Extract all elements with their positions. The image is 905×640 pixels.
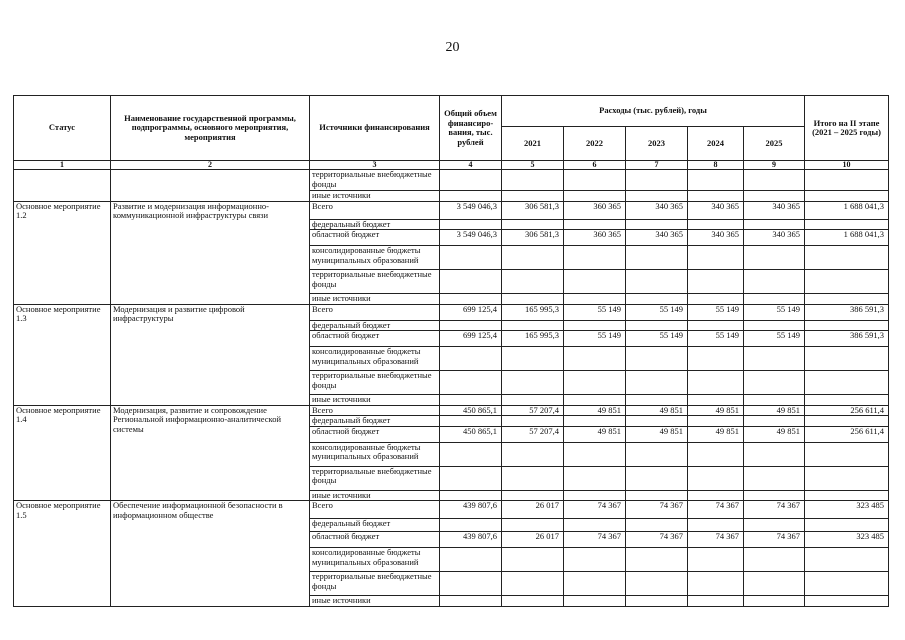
year-cell: 55 149 <box>688 331 744 347</box>
total-cell <box>440 416 502 427</box>
source-cell: иные источники <box>310 490 440 501</box>
year-cell <box>502 347 564 371</box>
itogo-cell: 256 611,4 <box>805 405 889 416</box>
year-cell: 49 851 <box>564 405 626 416</box>
year-cell <box>502 371 564 395</box>
year-cell <box>564 219 626 230</box>
itogo-cell <box>805 548 889 572</box>
source-cell: консолидированные бюджеты муниципальных образований <box>310 442 440 466</box>
year-cell: 55 149 <box>564 331 626 347</box>
year-cell: 57 207,4 <box>502 405 564 416</box>
total-cell <box>440 490 502 501</box>
year-cell <box>626 270 688 294</box>
total-cell: 450 865,1 <box>440 405 502 416</box>
source-cell: Всего <box>310 405 440 416</box>
total-cell: 3 549 046,3 <box>440 230 502 246</box>
source-cell: консолидированные бюджеты муниципальных образований <box>310 246 440 270</box>
total-cell <box>440 572 502 596</box>
source-cell: территориальные внебюджетные фонды <box>310 371 440 395</box>
source-cell: федеральный бюджет <box>310 219 440 230</box>
name-cell: Развитие и модернизация информационно-коммуникационной инфраструктуры связи <box>111 201 310 304</box>
name-cell: Обеспечение информационной безопасности в информационном обществе <box>111 501 310 607</box>
year-cell <box>744 596 805 607</box>
year-cell <box>626 294 688 305</box>
source-cell: территориальные внебюджетные фонды <box>310 270 440 294</box>
year-cell: 165 995,3 <box>502 331 564 347</box>
year-cell <box>626 442 688 466</box>
source-cell: иные источники <box>310 191 440 202</box>
year-cell: 74 367 <box>688 532 744 548</box>
header-year: 2025 <box>744 127 805 161</box>
header-year: 2022 <box>564 127 626 161</box>
year-cell <box>502 519 564 532</box>
itogo-cell <box>805 320 889 331</box>
header-total: Общий объем финансиро-вания, тыс. рублей <box>440 96 502 161</box>
year-cell: 340 365 <box>744 230 805 246</box>
year-cell: 165 995,3 <box>502 304 564 320</box>
year-cell <box>688 347 744 371</box>
year-cell: 306 581,3 <box>502 230 564 246</box>
year-cell <box>564 395 626 406</box>
year-cell <box>744 466 805 490</box>
year-cell <box>688 596 744 607</box>
total-cell: 699 125,4 <box>440 304 502 320</box>
year-cell: 57 207,4 <box>502 426 564 442</box>
year-cell: 49 851 <box>744 426 805 442</box>
source-cell: федеральный бюджет <box>310 416 440 427</box>
year-cell <box>688 371 744 395</box>
header-status: Статус <box>14 96 111 161</box>
year-cell: 55 149 <box>744 331 805 347</box>
financing-table <box>13 95 889 607</box>
total-cell <box>440 270 502 294</box>
year-cell <box>564 442 626 466</box>
year-cell <box>564 294 626 305</box>
column-number: 8 <box>688 161 744 170</box>
source-cell: областной бюджет <box>310 331 440 347</box>
year-cell: 340 365 <box>744 201 805 219</box>
column-number: 3 <box>310 161 440 170</box>
source-cell: консолидированные бюджеты муниципальных образований <box>310 347 440 371</box>
itogo-cell: 256 611,4 <box>805 426 889 442</box>
year-cell: 74 367 <box>688 501 744 519</box>
year-cell: 74 367 <box>564 501 626 519</box>
year-cell <box>564 246 626 270</box>
year-cell <box>744 572 805 596</box>
year-cell: 340 365 <box>688 230 744 246</box>
column-number: 5 <box>502 161 564 170</box>
year-cell <box>626 572 688 596</box>
year-cell <box>502 294 564 305</box>
name-cell <box>111 170 310 202</box>
year-cell: 49 851 <box>688 426 744 442</box>
year-cell <box>564 519 626 532</box>
year-cell <box>626 596 688 607</box>
itogo-cell <box>805 395 889 406</box>
year-cell: 55 149 <box>744 304 805 320</box>
year-cell <box>744 490 805 501</box>
total-cell: 439 807,6 <box>440 501 502 519</box>
header-expenses: Расходы (тыс. рублей), годы <box>502 96 805 127</box>
year-cell <box>564 596 626 607</box>
name-cell: Модернизация, развитие и сопровождение Региональной информационно-аналитической системы <box>111 405 310 501</box>
page-number: 20 <box>445 40 460 55</box>
year-cell <box>564 466 626 490</box>
year-cell <box>688 416 744 427</box>
header-year: 2024 <box>688 127 744 161</box>
year-cell <box>626 490 688 501</box>
status-cell <box>14 170 111 202</box>
total-cell <box>440 294 502 305</box>
year-cell <box>502 572 564 596</box>
header-name: Наименование государственной программы, подпрограммы, основного мероприятия, мероприятия <box>111 96 310 161</box>
itogo-cell <box>805 219 889 230</box>
year-cell <box>744 320 805 331</box>
table-row <box>14 501 889 519</box>
itogo-cell <box>805 347 889 371</box>
year-cell <box>744 442 805 466</box>
table-row <box>14 405 889 416</box>
year-cell <box>626 320 688 331</box>
year-cell <box>626 466 688 490</box>
year-cell <box>564 548 626 572</box>
year-cell <box>688 294 744 305</box>
year-cell: 49 851 <box>688 405 744 416</box>
status-cell: Основное мероприятие 1.2 <box>14 201 111 304</box>
year-cell <box>688 246 744 270</box>
year-cell: 74 367 <box>744 532 805 548</box>
itogo-cell <box>805 416 889 427</box>
year-cell: 360 365 <box>564 201 626 219</box>
total-cell <box>440 519 502 532</box>
total-cell <box>440 320 502 331</box>
year-cell <box>688 270 744 294</box>
year-cell <box>688 219 744 230</box>
total-cell <box>440 442 502 466</box>
total-cell <box>440 548 502 572</box>
year-cell <box>564 347 626 371</box>
status-cell: Основное мероприятие 1.5 <box>14 501 111 607</box>
column-number: 6 <box>564 161 626 170</box>
year-cell <box>502 270 564 294</box>
status-cell: Основное мероприятие 1.3 <box>14 304 111 405</box>
source-cell: иные источники <box>310 294 440 305</box>
itogo-cell <box>805 246 889 270</box>
total-cell <box>440 466 502 490</box>
table-row <box>14 201 889 219</box>
year-cell <box>688 466 744 490</box>
year-cell <box>688 320 744 331</box>
year-cell <box>626 246 688 270</box>
itogo-cell <box>805 490 889 501</box>
year-cell <box>688 519 744 532</box>
year-cell <box>626 416 688 427</box>
year-cell: 49 851 <box>626 426 688 442</box>
year-cell: 49 851 <box>626 405 688 416</box>
source-cell: областной бюджет <box>310 230 440 246</box>
year-cell <box>502 490 564 501</box>
year-cell: 55 149 <box>564 304 626 320</box>
itogo-cell <box>805 519 889 532</box>
itogo-cell <box>805 371 889 395</box>
total-cell: 439 807,6 <box>440 532 502 548</box>
table-row <box>14 170 889 191</box>
year-cell: 55 149 <box>626 331 688 347</box>
year-cell <box>626 519 688 532</box>
itogo-cell <box>805 572 889 596</box>
year-cell: 360 365 <box>564 230 626 246</box>
year-cell <box>688 395 744 406</box>
itogo-cell <box>805 596 889 607</box>
column-number: 1 <box>14 161 111 170</box>
year-cell: 55 149 <box>688 304 744 320</box>
total-cell <box>440 246 502 270</box>
header-sources: Источники финансирования <box>310 96 440 161</box>
year-cell <box>502 219 564 230</box>
column-number: 10 <box>805 161 889 170</box>
year-cell: 340 365 <box>626 230 688 246</box>
column-number: 2 <box>111 161 310 170</box>
year-cell: 74 367 <box>626 532 688 548</box>
itogo-cell <box>805 442 889 466</box>
year-cell: 306 581,3 <box>502 201 564 219</box>
year-cell <box>626 395 688 406</box>
year-cell <box>744 416 805 427</box>
source-cell: территориальные внебюджетные фонды <box>310 170 440 191</box>
itogo-cell: 323 485 <box>805 501 889 519</box>
year-cell <box>626 219 688 230</box>
year-cell <box>502 596 564 607</box>
year-cell <box>688 548 744 572</box>
year-cell: 74 367 <box>744 501 805 519</box>
total-cell: 699 125,4 <box>440 331 502 347</box>
year-cell <box>744 519 805 532</box>
year-cell <box>744 219 805 230</box>
itogo-cell: 386 591,3 <box>805 331 889 347</box>
year-cell <box>626 548 688 572</box>
year-cell <box>744 548 805 572</box>
source-cell: федеральный бюджет <box>310 519 440 532</box>
source-cell: территориальные внебюджетные фонды <box>310 572 440 596</box>
itogo-cell <box>805 466 889 490</box>
itogo-cell: 1 688 041,3 <box>805 201 889 219</box>
year-cell <box>564 572 626 596</box>
header-year: 2021 <box>502 127 564 161</box>
source-cell: областной бюджет <box>310 532 440 548</box>
year-cell <box>688 442 744 466</box>
source-cell: Всего <box>310 501 440 519</box>
year-cell: 26 017 <box>502 501 564 519</box>
year-cell <box>626 371 688 395</box>
year-cell <box>564 371 626 395</box>
year-cell <box>744 371 805 395</box>
year-cell: 340 365 <box>626 201 688 219</box>
itogo-cell: 323 485 <box>805 532 889 548</box>
year-cell: 74 367 <box>626 501 688 519</box>
year-cell <box>564 320 626 331</box>
year-cell: 55 149 <box>626 304 688 320</box>
itogo-cell: 386 591,3 <box>805 304 889 320</box>
total-cell <box>440 347 502 371</box>
year-cell <box>564 490 626 501</box>
total-cell <box>440 219 502 230</box>
year-cell <box>502 442 564 466</box>
year-cell <box>626 347 688 371</box>
itogo-cell: 1 688 041,3 <box>805 230 889 246</box>
year-cell: 340 365 <box>688 201 744 219</box>
year-cell: 49 851 <box>744 405 805 416</box>
itogo-cell <box>805 270 889 294</box>
itogo-cell <box>805 294 889 305</box>
year-cell <box>744 347 805 371</box>
year-cell <box>744 294 805 305</box>
column-number: 7 <box>626 161 688 170</box>
year-cell <box>502 246 564 270</box>
source-cell: консолидированные бюджеты муниципальных образований <box>310 548 440 572</box>
source-cell: иные источники <box>310 596 440 607</box>
year-cell <box>744 246 805 270</box>
name-cell: Модернизация и развитие цифровой инфраструктуры <box>111 304 310 405</box>
source-cell: федеральный бюджет <box>310 320 440 331</box>
year-cell <box>688 572 744 596</box>
source-cell: территориальные внебюджетные фонды <box>310 466 440 490</box>
year-cell <box>502 416 564 427</box>
status-cell: Основное мероприятие 1.4 <box>14 405 111 501</box>
total-cell <box>440 596 502 607</box>
year-cell <box>744 395 805 406</box>
total-cell <box>440 395 502 406</box>
year-cell: 26 017 <box>502 532 564 548</box>
source-cell: иные источники <box>310 395 440 406</box>
year-cell <box>502 395 564 406</box>
column-number: 9 <box>744 161 805 170</box>
column-number: 4 <box>440 161 502 170</box>
year-cell <box>502 466 564 490</box>
source-cell: Всего <box>310 201 440 219</box>
total-cell: 3 549 046,3 <box>440 201 502 219</box>
total-cell: 450 865,1 <box>440 426 502 442</box>
year-cell: 74 367 <box>564 532 626 548</box>
source-cell: Всего <box>310 304 440 320</box>
total-cell <box>440 371 502 395</box>
year-cell: 49 851 <box>564 426 626 442</box>
year-cell <box>564 416 626 427</box>
year-cell <box>564 270 626 294</box>
header-year: 2023 <box>626 127 688 161</box>
table-row <box>14 304 889 320</box>
year-cell <box>688 490 744 501</box>
source-cell: областной бюджет <box>310 426 440 442</box>
year-cell <box>502 548 564 572</box>
year-cell <box>502 320 564 331</box>
year-cell <box>744 270 805 294</box>
header-itogo: Итого на II этапе (2021 – 2025 годы) <box>805 96 889 161</box>
